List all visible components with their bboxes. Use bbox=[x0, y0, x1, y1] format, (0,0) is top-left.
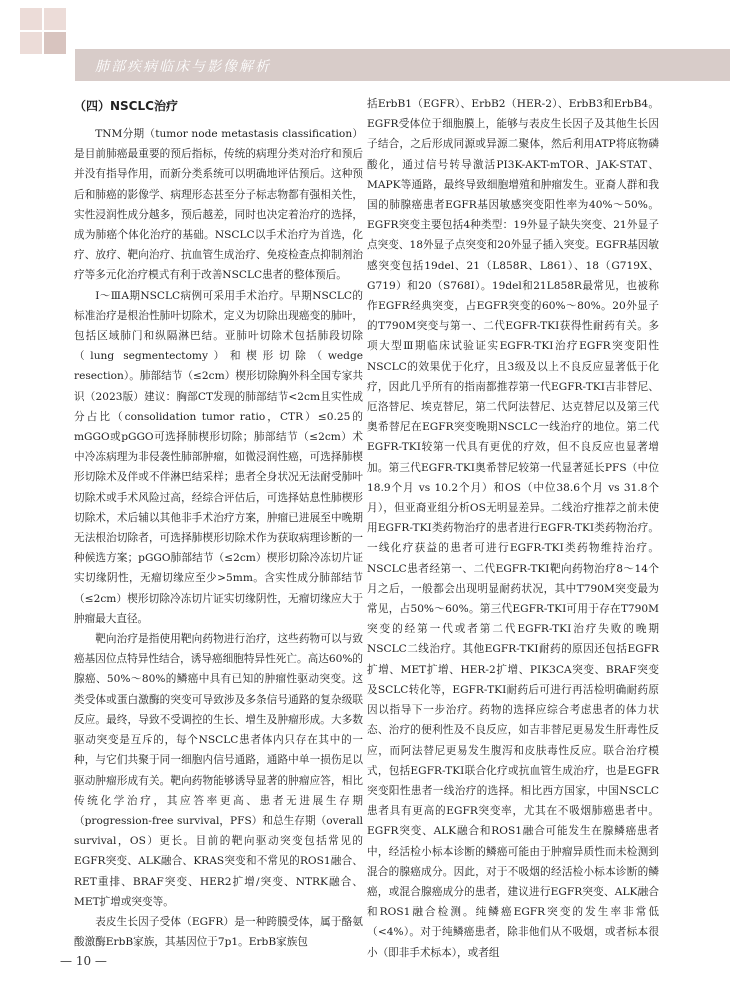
paragraph-surgery: Ⅰ～ⅢA期NSCLC病例可采用手术治疗。早期NSCLC的标准治疗是根治性肺叶切除术，定义为切除出现癌变的肺叶，包括区域肺门和纵隔淋巴结。亚肺叶切除术包括肺段切除（lung segmentectomy）和楔形切除（wedge resection）。肺部结节（≤2cm）楔形切除胸外科全国专家共识（2023版）建议：胸部CT发现的肺部结节<2cm且实性成分占比（consolidation tumor ratio，CTR）≤0.25的mGGO或pGGO可选择肺楔形切除；肺部结节（≤2cm）术中冷冻病理为非侵袭性肺部肿瘤，如微浸润性癌，可选择肺楔形切除术及伴或不伴淋巴结采样；患者全身状况无法耐受肺叶切除术或手术风险过高，经综合评估后，可选择姑息性肺楔形切除术，术后辅以其他非手术治疗方案，肿瘤已进展至中晚期无法根治切除者，可选择肺楔形切除术作为获取病理诊断的一种候选方案；pGGO肺部结节（≤2cm）楔形切除冷冻切片证实切缘阴性，无瘤切缘应至少>5mm。含实性成分肺部结节（≤2cm）楔形切除冷冻切片证实切缘阴性，无瘤切缘应大于肿瘤最大直径。 bbox=[74, 289, 363, 625]
paragraph-tnm: TNM分期（tumor node metastasis classification）是目前肺癌最重要的预后指标，传统的病理分类对治疗和预后并没有指导作用，而新分类系统可以明确地评估预后。这种预后和肺癌的影像学、病理形态甚至分子标志物都有强相关性，实性浸润性成分越多，预后越差，同时也决定着治疗的选择，成为肺癌个体化治疗的基础。NSCLC以手术治疗为首选，化疗、放疗、靶向治疗、抗血管生成治疗、免疫检查点抑制剂治疗等多元化治疗模式有利于改善NSCLC患者的整体预后。 bbox=[74, 128, 363, 282]
page-number: — 10 — bbox=[60, 954, 107, 968]
paragraph-egfr-intro: 表皮生长因子受体（EGFR）是一种跨膜受体，属于酪氨酸激酶ErbB家族，其基因位于7p1。ErbB家族包 bbox=[74, 915, 363, 949]
right-column bbox=[367, 94, 659, 963]
publisher-logo bbox=[20, 8, 80, 68]
book-title: 肺部疾病临床与影像解析 bbox=[95, 59, 271, 75]
paragraph-egfr-continued: 括ErbB1（EGFR）、ErbB2（HER-2）、ErbB3和ErbB4。EGFR受体位于细胞膜上，能够与表皮生长因子及其他生长因子结合，之后形成同源或异源二聚体，然后利用ATP将底物磷酸化，通过信号转导激活PI3K-AKT-mTOR、JAK-STAT、MAPK等通路，最终导致细胞增殖和肿瘤发生。亚裔人群和我国的肺腺癌患者EGFR基因敏感突变阳性率为40%～50%。EGFR突变主要包括4种类型：19外显子缺失突变、21外显子点突变、18外显子点突变和20外显子插入突变。EGFR基因敏感突变包括19del、21（L858R、L861）、18（G719X、G719）和20（S768I）。19del和21L858R最常见，也被称作EGFR经典突变，占EGFR突变的60%～80%。20外显子的T790M突变与第一、二代EGFR-TKI获得性耐药有关。多项大型Ⅲ期临床试验证实EGFR-TKI治疗EGFR突变阳性NSCLC的效果优于化疗，且3级及以上不良反应显著低于化疗，因此几乎所有的指南都推荐第一代EGFR-TKI吉非替尼、厄洛替尼、埃克替尼，第二代阿法替尼、达克替尼以及第三代奥希替尼在EGFR突变晚期NSCLC一线治疗的地位。第二代EGFR-TKI较第一代具有更优的疗效，但不良反应也显著增加。第三代EGFR-TKI奥希替尼较第一代显著延长PFS（中位18.9个月 vs 10.2个月）和OS（中位38.6个月 vs 31.8个月），但亚裔亚组分析OS无明显差异。二线治疗推荐之前未使用EGFR-TKI类药物治疗的患者进行EGFR-TKI类药物治疗。一线化疗获益的患者可进行EGFR-TKI类药物维持治疗。NSCLC患者经第一、二代EGFR-TKI靶向药物治疗8～14个月之后，一般都会出现明显耐药状况，其中T790M突变最为常见，占50%～60%。第三代EGFR-TKI可用于存在T790M突变的经第一代或者第二代EGFR-TKI治疗失败的晚期NSCLC二线治疗。其他EGFR-TKI耐药的原因还包括EGFR扩增、MET扩增、HER-2扩增、PIK3CA突变、BRAF突变及SCLC转化等，EGFR-TKI耐药后可进行再活检明确耐药原因以指导下一步治疗。药物的选择应综合考虑患者的体力状态、治疗的便利性及不良反应，如吉非替尼更易发生肝毒性反应，而阿法替尼更易发生腹泻和皮肤毒性反应。联合治疗模式，包括EGFR-TKI联合化疗或抗血管生成治疗，也是EGFR突变阳性患者一线治疗的选择。相比西方国家，中国NSCLC患者具有更高的EGFR突变率，尤其在不吸烟肺癌患者中。EGFR突变、ALK融合和ROS1融合可能发生在腺鳞癌患者中，经活检小标本诊断的鳞癌可能由于肿瘤异质性而未检测到混合的腺癌成分。因此，对于不吸烟的经活检小标本诊断的鳞癌，或混合腺癌成分的患者，建议进行EGFR突变、ALK融合和ROS1融合检测。纯鳞癌EGFR突变的发生率非常低（<4%）。对于纯鳞癌患者，除非他们从不吸烟，或者标本很小（即非手术标本），或者组 bbox=[367, 98, 659, 959]
paragraph-targeted-therapy: 靶向治疗是指使用靶向药物进行治疗，这些药物可以与致癌基因位点特异性结合，诱导癌细胞特异性死亡。高达60%的腺癌、50%～80%的鳞癌中具有已知的肿瘤性驱动突变。这类受体或蛋白激酶的突变可导致涉及多条信号通路的复杂级联反应。最终，导致不受调控的生长、增生及肿瘤形成。大多数驱动突变是互斥的，每个NSCLC患者体内只存在其中的一种，与它们共聚于同一细胞内信号通路，通路中单一损伤足以驱动肿瘤形成有关。靶向药物能够诱导显著的肿瘤应答，相比传统化学治疗，其应答率更高、患者无进展生存期（progression-free survival，PFS）和总生存期（overall survival，OS）更长。目前的靶向驱动突变包括常见的EGFR突变、ALK融合、KRAS突变和不常见的ROS1融合、RET重排、BRAF突变、HER2扩增/突变、NTRK融合、MET扩增或突变等。 bbox=[74, 633, 363, 908]
left-column bbox=[74, 96, 363, 952]
section-heading: （四）NSCLC治疗 bbox=[74, 99, 178, 113]
